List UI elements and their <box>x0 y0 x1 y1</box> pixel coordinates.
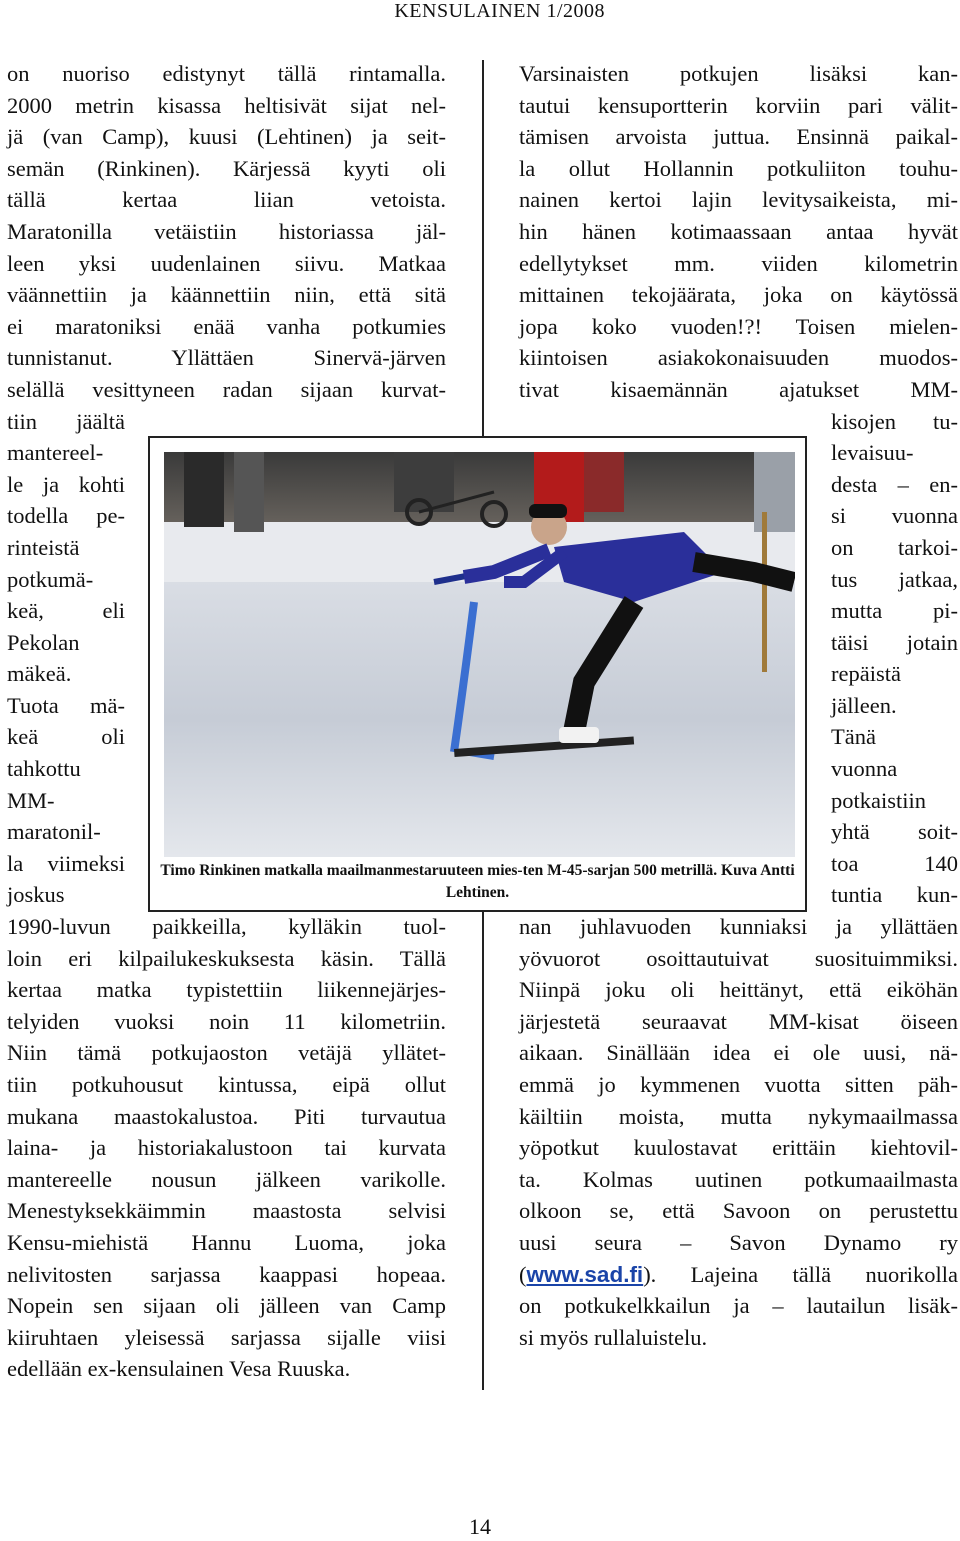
text-line: kiintoisen asiakokonaisuuden muodos- <box>519 345 958 371</box>
text-line: on nuoriso edistynyt tällä rintamalla. <box>7 61 446 86</box>
text-line: jälleen. <box>831 692 897 718</box>
text-line: kisojen tu- <box>831 408 958 434</box>
text-line: kertaa matka typistettiin liikennejärjes- <box>7 977 446 1003</box>
text-line: täisi jotain <box>831 629 958 655</box>
text-line: tällä kertaa liian vetoista. <box>7 187 446 213</box>
text-line: hin hänen kotimaassaan antaa hyvät <box>519 218 958 244</box>
text-line: mäkeä. <box>7 661 72 687</box>
text-line: tivat kisaemännän ajatukset MM- <box>519 376 958 402</box>
link-line: (www.sad.fi). Lajeina tällä nuorikolla <box>519 1261 958 1287</box>
text-line: todella pe- <box>7 503 125 529</box>
text-line: rinteistä <box>7 534 80 560</box>
text-line: järjestetä seuraavat MM-kisat öiseen <box>519 1008 958 1034</box>
text-line: nelivitosten sarjassa kaappasi hopeaa. <box>7 1261 446 1287</box>
text-line: keä oli <box>7 724 125 750</box>
text-line: le ja kohti <box>7 471 125 497</box>
text-line: Niinpä joku oli heittänyt, että eiköhän <box>519 977 958 1003</box>
text-line: potkaistiin <box>831 787 926 813</box>
text-line: levaisuu- <box>831 440 914 466</box>
text-line: tus jatkaa, <box>831 566 958 592</box>
text-line: jopa koko vuoden!?! Toisen mielen- <box>519 313 958 339</box>
skier-photo <box>164 452 795 857</box>
text-line: kiiruhtaen yleisessä sarjassa sijalle viisi <box>7 1324 446 1350</box>
left-text-top <box>7 58 446 406</box>
page-number: 14 <box>469 1514 491 1539</box>
left-text-bottom <box>7 911 446 1385</box>
text-line: si vuonna <box>831 503 958 529</box>
text-line: tämisen arvoista juttua. Ensinnä paikal- <box>519 124 958 150</box>
text-line: Kensu-miehistä Hannu Luoma, joka <box>7 1229 446 1255</box>
text-line: MM- <box>7 787 55 813</box>
text-line: desta – en- <box>831 471 958 497</box>
text-line: laina- ja historiakalustoon tai kurvata <box>7 1135 446 1161</box>
text-line: Menestyksekkäimmin maastosta selvisi <box>7 1198 446 1224</box>
text-line: Tänä <box>831 724 876 750</box>
text-line: tiin jäältä <box>7 408 125 434</box>
text-line: nan juhlavuoden kunniaksi ja yllättäen <box>519 914 958 940</box>
text-line: Niin tämä potkujaoston vetäjä yllätet- <box>7 1040 446 1066</box>
text-line: yövuorot osoittautuivat suosituimmiksi. <box>519 945 958 971</box>
text-line: ei maratoniksi enää vanha potkumies <box>7 313 446 339</box>
text-line: mukana maastokalustoa. Piti turvautua <box>7 1103 446 1129</box>
photo-caption: Timo Rinkinen matkalla maailmanmestaruuteen mies-ten M-45-sarjan 500 metrillä. Kuva Antti Lehtinen. <box>160 862 795 901</box>
text-line: Maratonilla vetäistiin historiassa jäl- <box>7 218 446 244</box>
text-line: telyiden vuoksi noin 11 kilometriin. <box>7 1008 446 1034</box>
website-link[interactable]: www.sad.fi <box>526 1261 644 1287</box>
text-line: tahkottu <box>7 756 81 782</box>
text-line: nainen kertoi lajin levitysaikeista, mi- <box>519 187 958 213</box>
text-line: la viimeksi <box>7 850 125 876</box>
text-line: joskus <box>7 882 65 908</box>
text-line: mutta pi- <box>831 598 958 624</box>
text-line: yhtä soit- <box>831 819 958 845</box>
text-line: ta. Kolmas uutinen potkumaailmasta <box>519 1166 958 1192</box>
text-line: on tarkoi- <box>831 534 958 560</box>
text-line: loin eri kilpailukeskuksesta käsin. Tällä <box>7 945 446 971</box>
text-line: potkumä- <box>7 566 94 592</box>
photo-figure <box>148 436 807 912</box>
text-line: la ollut Hollannin potkuliiton touhu- <box>519 155 958 181</box>
text-line: vuonna <box>831 756 898 782</box>
right-text-top <box>519 58 958 406</box>
left-text-wrap <box>7 406 125 912</box>
text-line: Pekolan <box>7 629 80 655</box>
text-line: semän (Rinkinen). Kärjessä kyyti oli <box>7 155 446 181</box>
text-line: Varsinaisten potkujen lisäksi kan- <box>519 61 958 86</box>
text-line: repäistä <box>831 661 901 687</box>
text-line: Tuota mä- <box>7 692 125 718</box>
text-line: uusi seura – Savon Dynamo ry <box>519 1229 958 1255</box>
text-line: mantereelle nousun jälkeen varikolle. <box>7 1166 446 1192</box>
text-line: Nopein sen sijaan oli jälleen van Camp <box>7 1293 446 1319</box>
text-line: edellytykset mm. viiden kilometrin <box>519 250 958 276</box>
text-line: jä (van Camp), kuusi (Lehtinen) ja seit- <box>7 124 446 150</box>
text-line: tiin potkuhousut kintussa, eipä ollut <box>7 1072 446 1097</box>
text-line: leen yksi uudenlainen siivu. Matkaa <box>7 250 446 276</box>
text-line: mantereel- <box>7 440 104 466</box>
text-line: edellään ex-kensulainen Vesa Ruuska. <box>7 1356 351 1382</box>
right-text-bottom <box>519 911 958 1259</box>
text-line: tunnistanut. Yllättäen Sinervä-järven <box>7 345 446 371</box>
text-line: yöpotkut kuulostavat erittäin kiehtovil- <box>519 1135 958 1161</box>
text-line: aikaan. Sinällään idea ei ole uusi, nä- <box>519 1040 958 1066</box>
text-line: mittainen tekojäärata, joka on käytössä <box>519 282 958 308</box>
text-line: si myös rullaluistelu. <box>519 1324 708 1350</box>
text-line: emmä jo kymmenen vuotta sitten päh- <box>519 1072 958 1097</box>
text-line: keä, eli <box>7 598 125 624</box>
running-header: KENSULAINEN 1/2008 <box>394 0 605 22</box>
text-line: tautui kensuportterin korviin pari välit- <box>519 92 958 118</box>
text-line: 1990-luvun paikkeilla, kylläkin tuol- <box>7 914 446 940</box>
text-line: väännettiin ja käännettiin niin, että sitä <box>7 282 446 308</box>
right-text-end <box>519 1290 958 1353</box>
text-line: olkoon se, että Savoon on perustettu <box>519 1198 958 1224</box>
text-line: on potkukelkkailun ja – lautailun lisäk- <box>519 1293 958 1319</box>
text-line: selällä vesittyneen radan sijaan kurvat- <box>7 376 446 402</box>
text-line: 2000 metrin kisassa heltisivät sijat nel- <box>7 92 446 118</box>
text-line: käiltiin moista, mutta nykymaailmassa <box>519 1103 958 1129</box>
text-line: maratonil- <box>7 819 101 845</box>
text-line: tuntia kun- <box>831 882 958 908</box>
right-text-wrap <box>831 406 958 912</box>
text-line: toa 140 <box>831 850 958 876</box>
